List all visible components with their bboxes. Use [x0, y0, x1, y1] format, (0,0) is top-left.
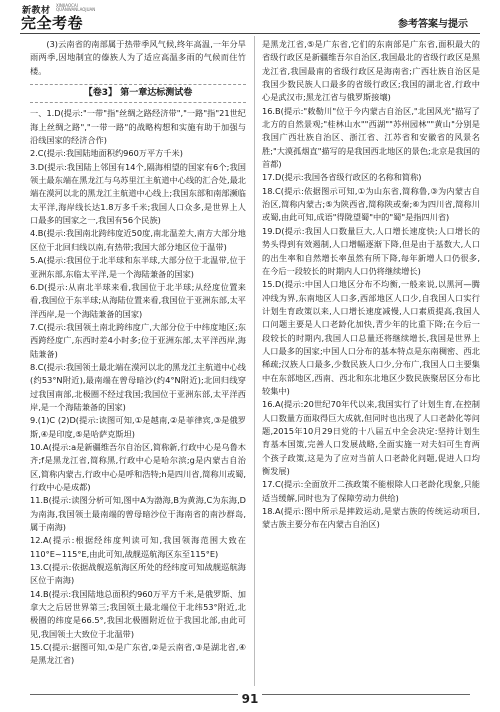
answer-paragraph: 17.C(提示:全面放开二孩政策不能根除人口老龄化现象,只能适当缓解,同时也为了保障劳动力供给) [262, 479, 480, 503]
page-header [0, 0, 500, 34]
answer-paragraph: 15.C(提示:据图可知,①是广东省,②是云南省,③是湖北省,④是黑龙江省) [30, 642, 246, 666]
header-title: 参考答案与提示 [398, 19, 468, 30]
answer-paragraph: 18.C(提示:依据图示可知,①为山东省,简称鲁,③为内蒙古自治区,简称内蒙古;⑤为陕西省,简称陕或秦;⑥为四川省,简称川或蜀,由此可知,成语"得陇望蜀"中的"蜀"是指四川省) [262, 185, 480, 223]
brand-logo-main: 完全考卷 [21, 14, 84, 32]
page-number: 91 [238, 692, 262, 706]
brand-logo-small-text: XINJIAOCAI QUANWANLAOJUAN [56, 3, 96, 12]
answer-paragraph: 12.A(提示:根据经纬度判读可知,我国领海范围大致在110°E~115°E,由此可知,战舰巡航海区东至115°E) [30, 535, 246, 559]
answer-paragraph: 17.D(提示:我国各省级行政区的名称和简称) [262, 172, 422, 183]
answer-paragraph: 是黑龙江省,⑤是广东省,它们的东南部是广东省,面积最大的省级行政区是新疆维吾尔自治区,我国最北的省级行政区是黑龙江省,我国最南的省级行政区是海南省;广西壮族自治区是我国少数民族人口最多的省级行政区;我国的湖北省,行政中心是武汉市;黑龙江省与俄罗斯接壤) [262, 39, 480, 103]
answer-paragraph: 6.D(提示:从南北半球来看,我国位于北半球;从经度位置来看,我国位于东半球;从海陆位置来看,我国位于亚洲东部,太平洋西岸,是一个海陆兼备的国家) [30, 281, 246, 319]
right-column [262, 38, 480, 532]
answer-paragraph: 15.D(提示:中国人口地区分布不均衡,一般来说,以黑河—腾冲线为界,东南地区人口多,西部地区人口少,自我国人口实行计划生育政策以来,人口增长速度减慢,人口素质提高,我国人口问题主要是人口老龄化加快,青少年的比重下降;在今后一段较长的时期内,我国人口总量还将继续增长,我国是世界上人口最多的国家;中国人口分布的基本特点是东南稠密、西北稀疏;汉族人口最多,少数民族人口少,分布广,我国人口主要集中在东部地区,西南、西北和东北地区少数民族聚居区分布比较集中) [262, 279, 480, 396]
answer-paragraph: 18.A(提示:图中所示是摔跤运动,是蒙古族的传统运动项目,蒙古族主要分布在内蒙古自治区) [262, 506, 480, 530]
left-column [30, 38, 246, 668]
answer-paragraph: 3.D(提示:我国陆上邻国有14个,隔海相望的国家有6个;我国领土最东端在黑龙江与乌苏里江主航道中心线的汇合处,最北端在漠河以北的黑龙江主航道中心线上;我国东部和南部濒临太平洋,海岸线长达1.8万多千米;我国人口众多,是世界上人口最多的国家之一,我国有56个民族) [30, 161, 246, 226]
answer-paragraph: 11.B(提示:读图分析可知,图中A为渤海,B为黄海,C为东海,D为南海,我国领土最南端的曾母暗沙位于海南省的南沙群岛,属于南海) [30, 495, 246, 533]
section-title: 【卷3】 第一章达标测试卷 [30, 84, 246, 103]
column-divider [254, 36, 255, 686]
header-divider [20, 33, 480, 34]
answer-paragraph: 16.B(提示:"敕勒川"位于今内蒙古自治区,"北国风光"描写了北方的自然景观;"桂林山水""西湖""苏州园林""黄山"分别是我国广西壮族自治区、浙江省、江苏省和安徽省的风景名胜;"大漠孤烟直"描写的是我国西北地区的景色;北京是我国的首都) [262, 105, 480, 170]
answer-paragraph: 10.A(提示:a是新疆维吾尔自治区,简称新,行政中心是乌鲁木齐;f是黑龙江省,简称黑,行政中心是哈尔滨;g是内蒙古自治区,简称内蒙古,行政中心是呼和浩特;h是四川省,简称川或蜀,行政中心是成都) [30, 441, 246, 492]
answer-paragraph: 7.C(提示:我国领土南北跨纬度广,大部分位于中纬度地区;东西跨经度广,东西时差4小时多;位于亚洲东部,太平洋西岸,海陆兼备) [30, 321, 246, 359]
answer-paragraph: 5.A(提示:我国位于北半球和东半球,大部分位于北温带,位于亚洲东部,东临太平洋,是一个海陆兼备的国家) [30, 255, 246, 279]
brand-logo-top: 新教材 [22, 6, 51, 16]
answer-paragraph: 8.C(提示:我国领土最北端在漠河以北的黑龙江主航道中心线(约53°N附近),最南端在曾母暗沙(约4°N附近);北回归线穿过我国南部,北极圈不经过我国;我国位于亚洲东部,太平洋西岸,是一个海陆兼备的国家) [30, 361, 246, 412]
answer-paragraph: 9.(1)C (2)D(提示:读图可知,①是越南,②是菲律宾,③是俄罗斯,④是印度,⑤是哈萨克斯坦) [30, 415, 246, 439]
intro-paragraph: (3)云南省的南部属于热带季风气候,终年高温,一年分旱雨两季,因地制宜的傣族人为了适应高温多雨的气候而住竹楼。 [30, 39, 246, 76]
answer-paragraph: 16.A(提示:20世纪70年代以来,我国实行了计划生育,在控制人口数量方面取得巨大成就,但同时也出现了人口老龄化等问题,2015年10月29日党的十八届五中全会决定:坚持计划生育基本国策,完善人口发展战略,全面实施一对夫妇可生育两个孩子政策,这是为了应对当前人口老龄化问题,促进人口均衡发展) [262, 399, 480, 476]
answer-paragraph: 14.B(提示:我国陆地总面积约960万平方千米,是俄罗斯、加拿大之后居世界第三;我国领土最北端位于北纬53°附近,北极圈的纬度是66.5°,我国北极圈附近位于我国北部,由此可见,我国领土大致位于北温带) [30, 588, 246, 639]
answer-paragraph: 一、1.D(提示:"一带"指"丝绸之路经济带","一路"指"21世纪海上丝绸之路","一带一路"的战略构想和实施有助于加强与沿线国家的经济合作) [30, 108, 246, 146]
answer-paragraph: 19.D(提示:我国人口数量巨大,人口增长速度快;人口增长的势头得到有效遏制,人口增幅逐渐下降,但是由于基数大,人口的出生率和自然增长率虽然有所下降,每年新增人口仍很多,在今后一段较长的时期内人口仍将继续增长) [262, 225, 480, 276]
answer-paragraph: 13.C(提示:依据战舰巡航海区所处的经纬度可知战舰巡航海区位于南海) [30, 562, 246, 586]
answer-paragraph: 4.B(提示:我国南北跨纬度近50度,南北温差大,南方大部分地区位于北回归线以南,有热带;我国大部分地区位于温带) [30, 228, 246, 252]
answer-paragraph: 2.C(提示:我国陆地面积约960万平方千米) [30, 148, 183, 159]
